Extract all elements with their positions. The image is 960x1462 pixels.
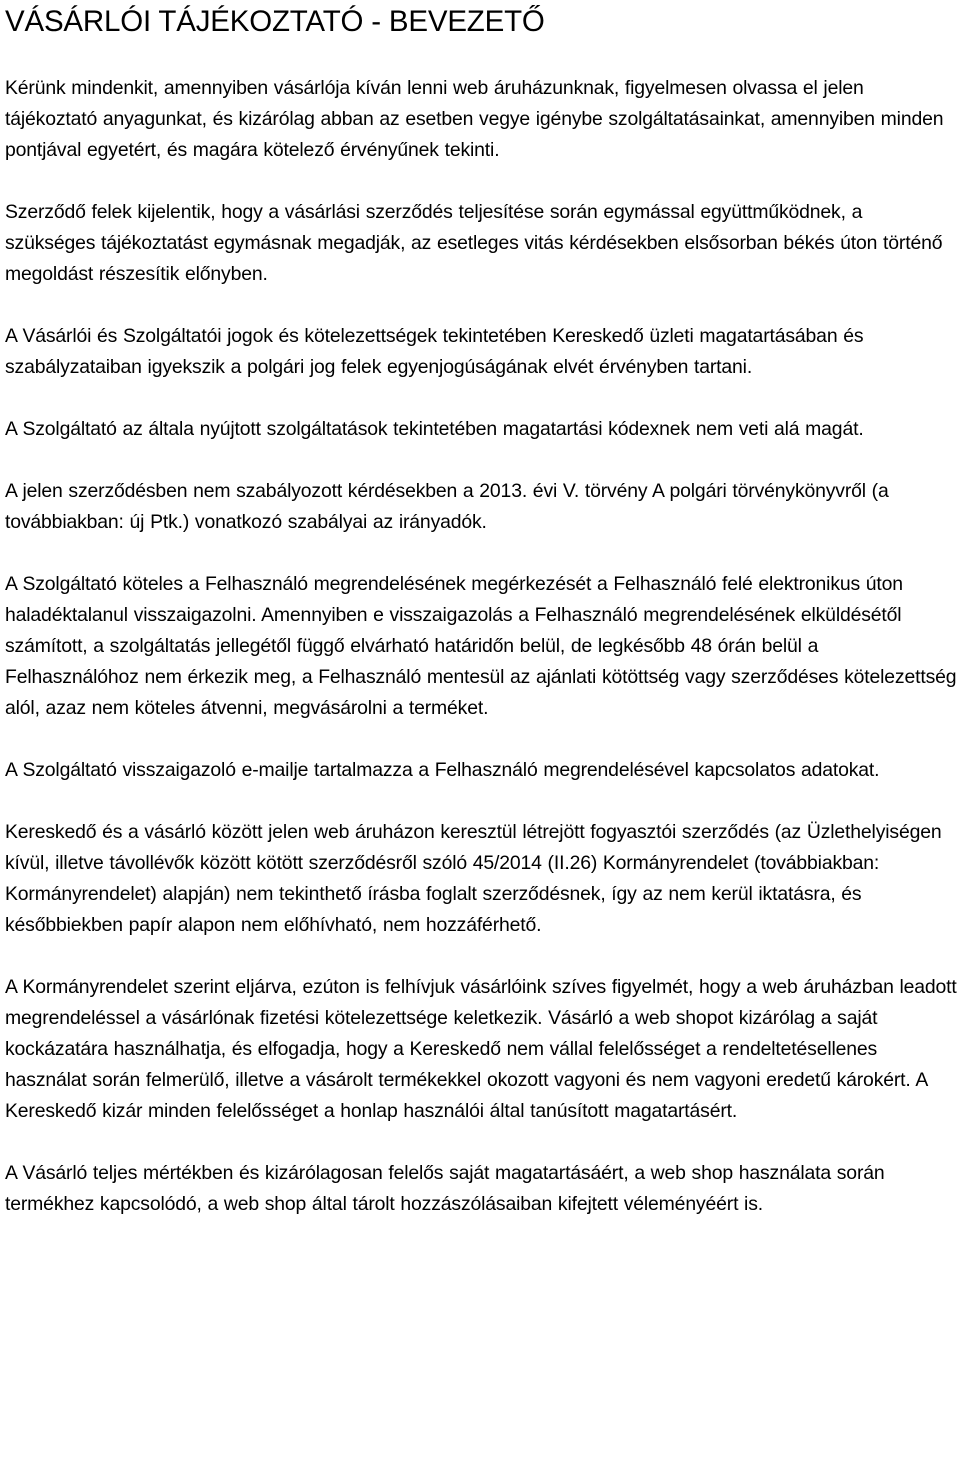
paragraph-cooperation: Szerződő felek kijelentik, hogy a vásárlási szerződés teljesítése során egymással együttműködnek, a szükséges tájékoztatást egymásnak megadják, az esetleges vitás kérdésekben elsősorban békés úton történő megoldást részesítik előnyben. [5, 201, 943, 285]
paragraph-order-confirmation: A Szolgáltató köteles a Felhasználó megrendelésének megérkezését a Felhasználó felé elektronikus úton haladéktalanul visszaigazolni. Amennyiben e visszaigazolás a Felhasználó megrendelésének elküldésétől számított, a szolgáltatás jellegétől függő elvárható határidőn belül, de legkésőbb 48 órán belül a Felhasználóhoz nem érkezik meg, a Felhasználó mentesül az ajánlati kötöttség vagy szerződéses kötelezettség alól, azaz nem köteles átvenni, megvásárolni a terméket. [5, 573, 957, 719]
paragraph-intro: Kérünk mindenkit, amennyiben vásárlója kíván lenni web áruházunknak, figyelmesen olvassa el jelen tájékoztató anyagunkat, és kizárólag abban az esetben vegye igénybe szolgáltatásainkat, amennyiben minden pontjával egyetért, és magára kötelező érvényűnek tekinti. [5, 77, 944, 161]
paragraph-contract-form: Kereskedő és a vásárló között jelen web áruházon keresztül létrejött fogyasztói szerződés (az Üzlethelyiségen kívül, illetve távollévők között kötött szerződésről szóló 45/2014 (II.26) Kormányrendelet (továbbiakban: Kormányrendelet) alapján) nem tekinthető írásba foglalt szerződésnek, így az nem kerül iktatásra, és későbbiekben papír alapon nem előhívható, nem hozzáférhető. [5, 821, 942, 936]
paragraph-civil-code: A jelen szerződésben nem szabályozott kérdésekben a 2013. évi V. törvény A polgári törvénykönyvről (a továbbiakban: új Ptk.) vonatkozó szabályai az irányadók. [5, 480, 889, 533]
paragraph-confirmation-email: A Szolgáltató visszaigazoló e-mailje tartalmazza a Felhasználó megrendelésével kapcsolatos adatokat. [5, 759, 880, 781]
paragraph-rights: A Vásárlói és Szolgáltatói jogok és kötelezettségek tekintetében Kereskedő üzleti magatartásában és szabályzataiban igyekszik a polgári jog felek egyenjogúságának elvét érvényben tartani. [5, 325, 864, 378]
paragraph-payment-liability: A Kormányrendelet szerint eljárva, ezúton is felhívjuk vásárlóink szíves figyelmét, hogy a web áruházban leadott megrendeléssel a vásárlónak fizetési kötelezettsége keletkezik. Vásárló a web shopot kizárólag a saját kockázatára használhatja, és elfogadja, hogy a Kereskedő nem vállal felelősséget a rendeltetésellenes használat során felmerülő, illetve a vásárolt termékekkel okozott vagyoni és nem vagyoni eredetű károkért. A Kereskedő kizár minden felelősséget a honlap használói által tanúsított magatartásért. [5, 976, 957, 1122]
document-title: VÁSÁRLÓI TÁJÉKOZTATÓ - BEVEZETŐ [5, 5, 545, 38]
document [5, 0, 957, 1251]
paragraph-buyer-responsibility: A Vásárló teljes mértékben és kizárólagosan felelős saját magatartásáért, a web shop használata során termékhez kapcsolódó, a web shop által tárolt hozzászólásaiban kifejtett véleményéért is. [5, 1162, 885, 1215]
paragraph-code-of-conduct: A Szolgáltató az általa nyújtott szolgáltatások tekintetében magatartási kódexnek nem veti alá magát. [5, 418, 864, 440]
document-body [5, 73, 957, 1220]
